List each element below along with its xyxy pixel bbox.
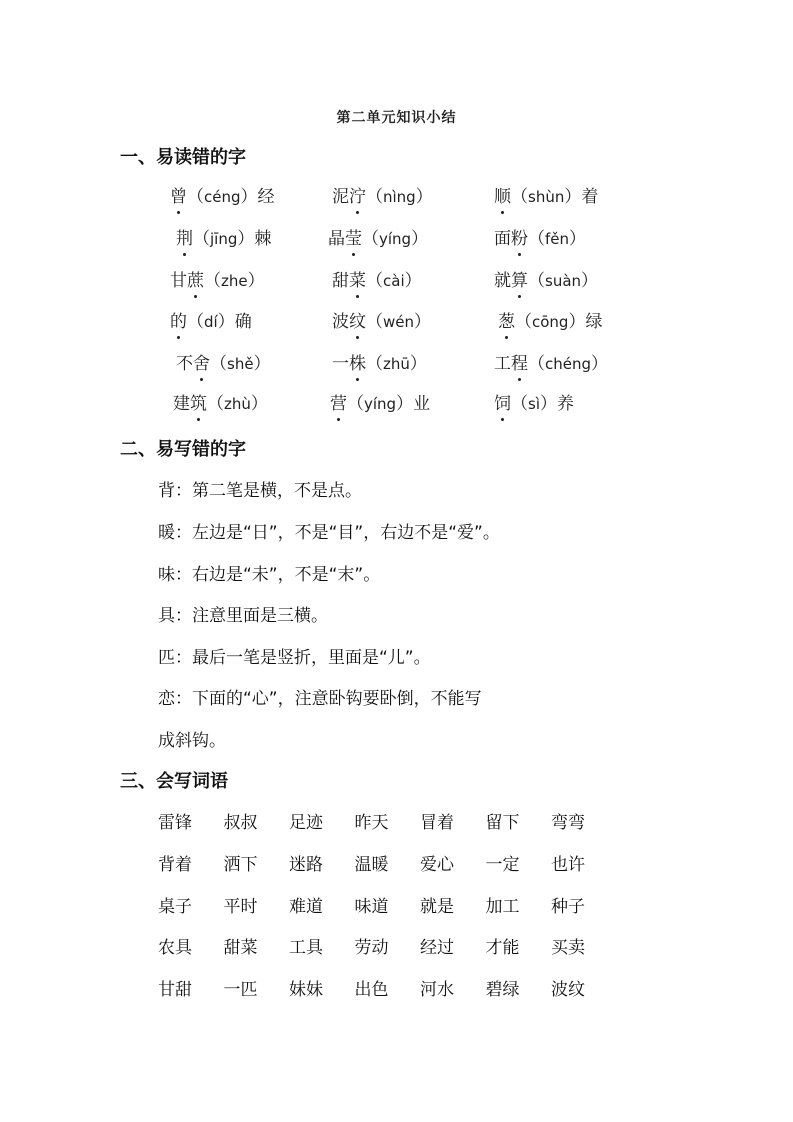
vocab-word: 迷路: [289, 855, 323, 875]
hanzi: 泥: [332, 187, 349, 207]
vocab-word: 足迹: [289, 813, 323, 833]
vocab-word: 昨天: [354, 813, 389, 833]
pinyin: nìng: [383, 188, 416, 206]
close-paren: ）: [414, 312, 432, 332]
vocab-word: 工具: [289, 938, 323, 958]
pinyin-item: [328, 228, 428, 250]
vocab-word: 劳动: [354, 938, 389, 958]
dotted-hanzi: 葱: [498, 312, 515, 332]
vocab-word: 雷锋: [158, 813, 192, 833]
pinyin-item: [332, 311, 431, 333]
close-paren: ）: [247, 271, 265, 291]
hanzi: 面: [494, 229, 511, 249]
close-paren: ）: [253, 354, 271, 374]
pinyin: jīng: [210, 230, 238, 248]
vocab-word: 背着: [158, 855, 192, 875]
hanzi: 着: [581, 187, 599, 207]
pinyin: yíng: [379, 230, 412, 248]
close-paren: ）: [581, 271, 599, 291]
vocab-word: 弯弯: [551, 813, 585, 833]
open-paren: （: [204, 271, 221, 291]
pinyin-item: [494, 270, 598, 292]
dotted-hanzi: 泞: [349, 187, 366, 207]
vocab-word: 妹妹: [289, 980, 323, 1000]
open-paren: （: [528, 354, 545, 374]
open-paren: （: [187, 187, 204, 207]
hanzi: 一: [332, 354, 349, 374]
hanzi: 业: [413, 394, 431, 414]
pinyin-item: [330, 393, 430, 415]
pinyin-item: [494, 186, 598, 208]
hanzi: 不: [176, 354, 193, 374]
open-paren: （: [362, 229, 379, 249]
dotted-hanzi: 粉: [511, 229, 528, 249]
vocab-word: 叔叔: [223, 813, 258, 833]
section-heading-easy-misread: 一、易读错的字: [120, 147, 246, 168]
vocab-word: 出色: [354, 980, 389, 1000]
open-paren: （: [366, 271, 383, 291]
pinyin-item: [176, 353, 271, 375]
pinyin: zhū: [383, 355, 410, 373]
hanzi: 确: [234, 312, 252, 332]
dotted-hanzi: 筑: [190, 394, 207, 414]
dotted-hanzi: 顺: [494, 187, 511, 207]
pinyin: yíng: [364, 395, 397, 413]
pinyin: fěn: [545, 230, 570, 248]
open-paren: （: [366, 187, 383, 207]
pinyin: shùn: [528, 188, 565, 206]
vocab-word: 留下: [485, 813, 520, 833]
hanzi: 甜: [332, 271, 349, 291]
pinyin-item: [332, 186, 433, 208]
pinyin-item: [173, 393, 268, 415]
open-paren: （: [207, 394, 224, 414]
vocab-word: 种子: [551, 897, 585, 917]
vocab-word: 才能: [485, 938, 520, 958]
pinyin-item: [498, 311, 602, 333]
close-paren: ）: [217, 312, 235, 332]
vocab-word: 波纹: [551, 980, 585, 1000]
pinyin-item: [170, 311, 252, 333]
pinyin: cài: [383, 272, 405, 290]
page-title: 第二单元知识小结: [336, 110, 457, 126]
close-paren: ）: [539, 394, 557, 414]
writing-note-continuation: 成斜钩。: [158, 731, 226, 751]
dotted-hanzi: 菜: [349, 271, 366, 291]
hanzi: 甘: [170, 271, 187, 291]
vocab-word: 平时: [223, 897, 258, 917]
open-paren: （: [515, 312, 532, 332]
close-paren: ）: [250, 394, 268, 414]
pinyin: zhù: [224, 395, 251, 413]
hanzi: 工: [494, 354, 511, 374]
section-heading-words: 三、会写词语: [120, 771, 228, 792]
dotted-hanzi: 荆: [176, 229, 193, 249]
dotted-hanzi: 营: [330, 394, 347, 414]
pinyin-item: [170, 186, 275, 208]
vocab-word: 甘甜: [158, 980, 192, 1000]
hanzi: 建: [173, 394, 190, 414]
writing-note: 匹：最后一笔是竖折，里面是“儿”。: [158, 648, 431, 668]
vocab-word: 一定: [485, 855, 520, 875]
close-paren: ）: [564, 187, 582, 207]
vocab-word: 买卖: [551, 938, 585, 958]
pinyin: cōng: [532, 313, 569, 331]
pinyin-item: [494, 393, 574, 415]
writing-note: 暖：左边是“日”，不是“目”，右边不是“爱”。: [158, 523, 500, 543]
dotted-hanzi: 蔗: [187, 271, 204, 291]
vocab-word: 就是: [420, 897, 454, 917]
open-paren: （: [210, 354, 227, 374]
hanzi: 棘: [254, 229, 272, 249]
open-paren: （: [366, 354, 383, 374]
close-paren: ）: [415, 187, 433, 207]
open-paren: （: [347, 394, 364, 414]
pinyin: sì: [528, 395, 540, 413]
vocab-word: 洒下: [223, 855, 258, 875]
open-paren: （: [187, 312, 204, 332]
pinyin: wén: [383, 313, 415, 331]
vocab-word: 也许: [551, 855, 585, 875]
hanzi: 绿: [585, 312, 603, 332]
pinyin: shě: [227, 355, 254, 373]
open-paren: （: [511, 394, 528, 414]
close-paren: ）: [237, 229, 255, 249]
open-paren: （: [366, 312, 383, 332]
dotted-hanzi: 舍: [193, 354, 210, 374]
hanzi: 晶: [328, 229, 345, 249]
close-paren: ）: [240, 187, 258, 207]
vocab-word: 难道: [289, 897, 323, 917]
vocab-word: 经过: [420, 938, 454, 958]
vocab-word: 农具: [158, 938, 192, 958]
vocab-word: 冒着: [420, 813, 454, 833]
close-paren: ）: [591, 354, 609, 374]
writing-note: 恋：下面的“心”，注意卧钩要卧倒，不能写: [158, 689, 482, 709]
pinyin-item: [494, 228, 586, 250]
close-paren: ）: [411, 229, 429, 249]
close-paren: ）: [404, 271, 422, 291]
vocab-word: 河水: [420, 980, 454, 1000]
pinyin: zhe: [221, 272, 248, 290]
pinyin-item: [332, 353, 427, 375]
open-paren: （: [511, 187, 528, 207]
pinyin: chéng: [545, 355, 592, 373]
pinyin: céng: [204, 188, 241, 206]
close-paren: ）: [568, 312, 586, 332]
dotted-hanzi: 莹: [345, 229, 362, 249]
section-heading-easy-miswrite: 二、易写错的字: [120, 439, 246, 460]
vocab-word: 温暖: [354, 855, 389, 875]
close-paren: ）: [409, 354, 427, 374]
writing-note: 背：第二笔是横，不是点。: [158, 481, 362, 501]
pinyin: dí: [204, 313, 218, 331]
open-paren: （: [528, 271, 545, 291]
pinyin-item: [176, 228, 271, 250]
hanzi: 波: [332, 312, 349, 332]
close-paren: ）: [569, 229, 587, 249]
writing-note: 具：注意里面是三横。: [158, 606, 328, 626]
vocab-word: 爱心: [420, 855, 454, 875]
dotted-hanzi: 的: [170, 312, 187, 332]
hanzi: 养: [556, 394, 574, 414]
pinyin-item: [494, 353, 608, 375]
vocab-word: 味道: [354, 897, 389, 917]
vocab-word: 加工: [485, 897, 520, 917]
dotted-hanzi: 饲: [494, 394, 511, 414]
vocab-word: 甜菜: [223, 938, 258, 958]
pinyin-item: [170, 270, 265, 292]
close-paren: ）: [396, 394, 414, 414]
hanzi: 经: [257, 187, 275, 207]
dotted-hanzi: 算: [511, 271, 528, 291]
dotted-hanzi: 曾: [170, 187, 187, 207]
writing-note: 味：右边是“未”，不是“末”。: [158, 565, 381, 585]
vocab-word: 碧绿: [485, 980, 520, 1000]
dotted-hanzi: 程: [511, 354, 528, 374]
hanzi: 就: [494, 271, 511, 291]
vocab-word: 桌子: [158, 897, 192, 917]
open-paren: （: [528, 229, 545, 249]
vocab-word: 一匹: [223, 980, 258, 1000]
dotted-hanzi: 株: [349, 354, 366, 374]
pinyin-item: [332, 270, 422, 292]
open-paren: （: [193, 229, 210, 249]
pinyin: suàn: [545, 272, 582, 290]
dotted-hanzi: 纹: [349, 312, 366, 332]
